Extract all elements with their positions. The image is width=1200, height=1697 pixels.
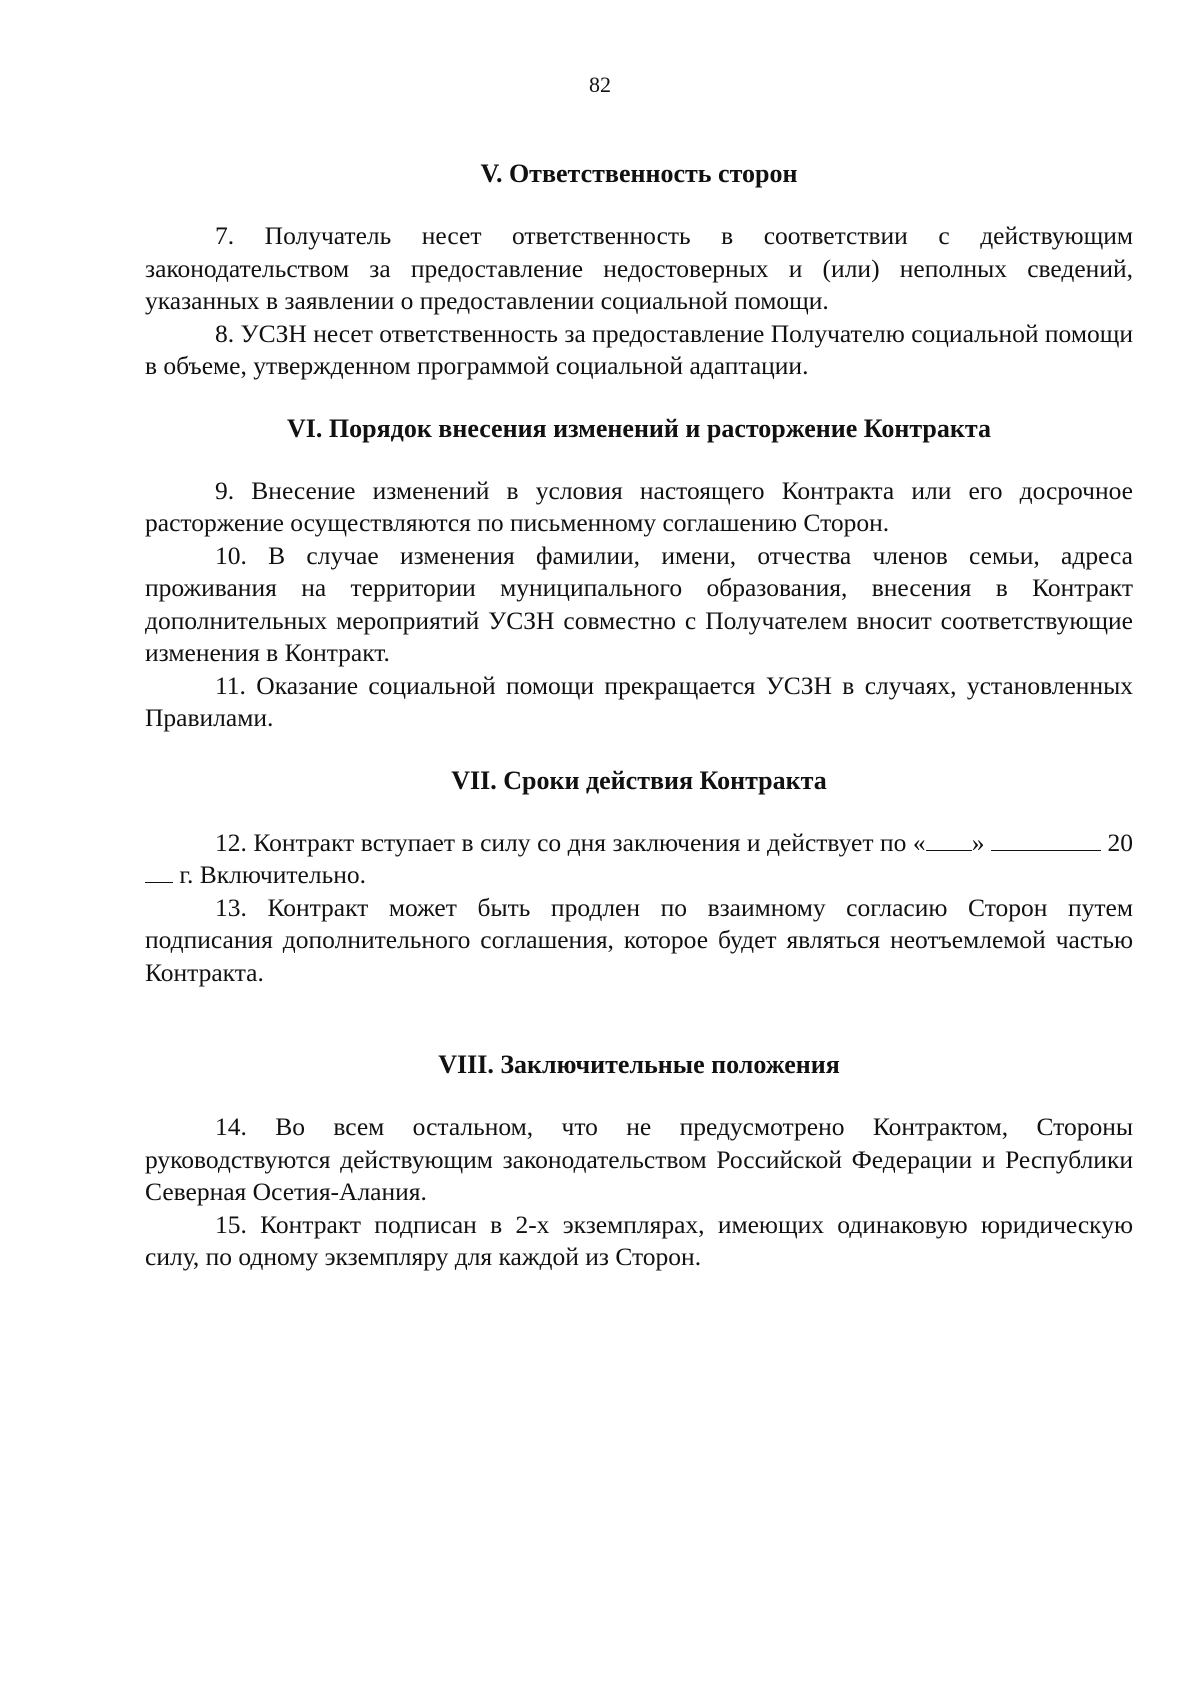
paragraph-12-quote-close: » [971, 827, 985, 857]
paragraph-15: 15. Контракт подписан в 2-х экземплярах, имеющих одинаковую юридическую силу, по одному экземпляру для каждой из Сторон. [145, 1209, 1133, 1271]
paragraph-12-text-end: г. Включительно. [179, 860, 366, 889]
paragraph-14: 14. Во всем остальном, что не предусмотрено Контрактом, Стороны руководствуются действующим законодательством Российской Федерации и Республики Северная Осетия-Алания. [145, 1112, 1133, 1206]
section-heading-v: V. Ответственность сторон [480, 159, 798, 188]
day-blank [926, 828, 972, 851]
month-blank [991, 828, 1101, 851]
paragraph-10: 10. В случае изменения фамилии, имени, отчества членов семьи, адреса проживания на территории муниципального образования, внесения в Контракт дополнительных мероприятий УСЗН совместно с Получателем вносит соответствующие изменения в Контракт. [145, 540, 1133, 667]
paragraph-11: 11. Оказание социальной помощи прекращается УСЗН в случаях, установленных Правилами. [145, 670, 1133, 732]
section-heading-vii: VII. Сроки действия Контракта [451, 765, 827, 795]
paragraph-9: 9. Внесение изменений в условия настоящего Контракта или его досрочное расторжение осуществляются по письменному соглашению Сторон. [145, 475, 1133, 537]
paragraph-8: 8. УСЗН несет ответственность за предоставление Получателю социальной помощи в объеме, утвержденном программой социальной адаптации. [145, 318, 1133, 380]
paragraph-7: 7. Получатель несет ответственность в соответствии с действующим законодательством за предоставление недостоверных и (или) неполных сведений, указанных в заявлении о предоставлении социальной помощи. [145, 221, 1133, 315]
paragraph-12-year-prefix: 20 [1107, 827, 1134, 857]
document-body [145, 158, 1133, 1274]
section-heading-viii: VIII. Заключительные положения [438, 1050, 840, 1079]
year-blank [145, 860, 173, 883]
paragraph-13: 13. Контракт может быть продлен по взаимному согласию Сторон путем подписания дополнительного соглашения, которое будет являться неотъемлемой частью Контракта. [145, 892, 1133, 987]
section-heading-vi: VI. Порядок внесения изменений и расторжение Контракта [287, 413, 991, 443]
page-number: 82 [589, 72, 611, 97]
paragraph-12-text-start: 12. Контракт вступает в силу со дня заключения и действует по « [215, 827, 926, 857]
paragraph-12 [145, 827, 1133, 892]
